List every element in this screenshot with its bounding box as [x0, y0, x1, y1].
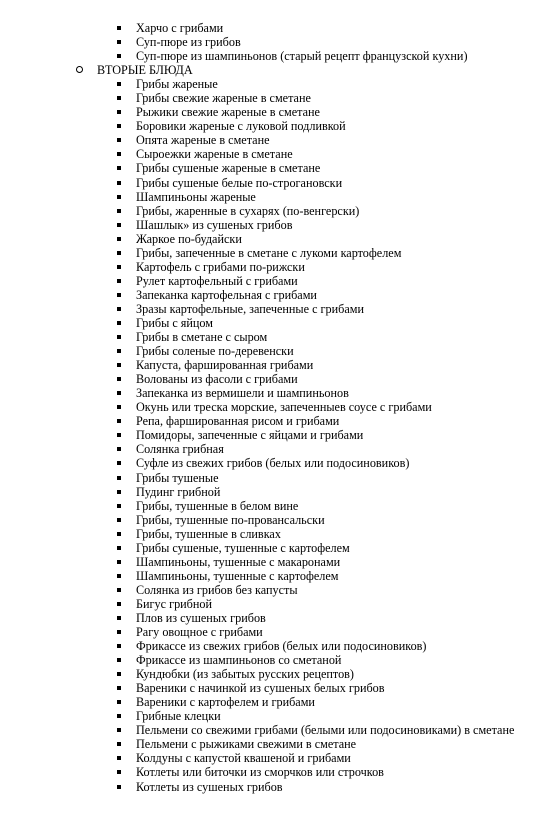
square-bullet-icon	[117, 138, 121, 142]
list-item	[0, 274, 555, 288]
list-item	[0, 246, 555, 260]
list-item-label: Картофель с грибами по-рижски	[136, 259, 305, 274]
list-item	[0, 597, 555, 611]
square-bullet-icon	[117, 223, 121, 227]
list-item	[0, 428, 555, 442]
list-item	[0, 499, 555, 513]
list-item	[0, 653, 555, 667]
list-item	[0, 583, 555, 597]
list-item-label: Грибы сушеные белые по-строгановски	[136, 175, 343, 190]
square-bullet-icon	[117, 756, 121, 760]
list-item-label: Солянка из грибов без капусты	[136, 582, 298, 597]
list-item-label: Вареники с картофелем и грибами	[136, 695, 315, 710]
list-item	[0, 288, 555, 302]
list-item-label: Помидоры, запеченные с яйцами и грибами	[136, 428, 364, 443]
square-bullet-icon	[117, 433, 121, 437]
square-bullet-icon	[117, 377, 121, 381]
list-item-label: Котлеты или биточки из сморчков или строчков	[136, 765, 384, 780]
list-item	[0, 119, 555, 133]
square-bullet-icon	[117, 40, 121, 44]
list-item	[0, 21, 555, 35]
list-item-label: Капуста, фаршированная грибами	[136, 358, 314, 373]
list-item-label: Грибные клецки	[136, 709, 221, 724]
list-item-label: Харчо с грибами	[136, 21, 224, 35]
square-bullet-icon	[117, 630, 121, 634]
list-item-label: Кундюбки (из забытых русских рецептов)	[136, 667, 354, 682]
list-item	[0, 176, 555, 190]
square-bullet-icon	[117, 363, 121, 367]
square-bullet-icon	[117, 714, 121, 718]
list-item-label: Грибы, тушенные в белом вине	[136, 498, 299, 513]
square-bullet-icon	[117, 532, 121, 536]
list-item-label: Грибы сушеные жареные в сметане	[136, 161, 321, 176]
list-item	[0, 232, 555, 246]
square-bullet-icon	[117, 785, 121, 789]
square-bullet-icon	[117, 560, 121, 564]
list-item-label: Запеканка из вермишели и шампиньонов	[136, 386, 349, 401]
square-bullet-icon	[117, 602, 121, 606]
list-item	[0, 105, 555, 119]
list-item	[0, 133, 555, 147]
list-item	[0, 569, 555, 583]
list-item-label: Рыжики свежие жареные в сметане	[136, 105, 320, 120]
list-item	[0, 751, 555, 765]
square-bullet-icon	[117, 461, 121, 465]
list-item	[0, 442, 555, 456]
square-bullet-icon	[117, 770, 121, 774]
list-item-label: Опята жареные в сметане	[136, 133, 270, 148]
list-item	[0, 485, 555, 499]
list-item	[0, 555, 555, 569]
section-heading	[0, 63, 555, 77]
list-item-label: Боровики жареные с луковой подливкой	[136, 119, 346, 134]
list-item-label: Окунь или треска морские, запеченныев соусе с грибами	[136, 400, 432, 415]
square-bullet-icon	[117, 54, 121, 58]
list-item	[0, 260, 555, 274]
list-item	[0, 161, 555, 175]
list-item	[0, 358, 555, 372]
list-item-label: Грибы, тушенные в сливках	[136, 526, 281, 541]
list-item	[0, 302, 555, 316]
list-item	[0, 35, 555, 49]
list-item	[0, 611, 555, 625]
list-item	[0, 765, 555, 779]
list-item-label: Рулет картофельный с грибами	[136, 273, 298, 288]
list-item	[0, 386, 555, 400]
list-item-label: Рагу овощное с грибами	[136, 625, 263, 640]
list-item	[0, 414, 555, 428]
square-bullet-icon	[117, 728, 121, 732]
list-item	[0, 723, 555, 737]
square-bullet-icon	[117, 293, 121, 297]
list-item-label: Суп-пюре из шампиньонов (старый рецепт французской кухни)	[136, 49, 468, 64]
list-item-label: Грибы, запеченные в сметане с лукоми картофелем	[136, 245, 402, 260]
square-bullet-icon	[117, 265, 121, 269]
square-bullet-icon	[117, 195, 121, 199]
list-item	[0, 218, 555, 232]
list-item-label: Пудинг грибной	[136, 484, 221, 499]
square-bullet-icon	[117, 335, 121, 339]
square-bullet-icon	[117, 658, 121, 662]
list-item-label: Суп-пюре из грибов	[136, 35, 241, 50]
list-item	[0, 400, 555, 414]
square-bullet-icon	[117, 391, 121, 395]
list-item-label: Грибы соленые по-деревенски	[136, 344, 294, 359]
list-item	[0, 204, 555, 218]
list-item	[0, 77, 555, 91]
square-bullet-icon	[117, 588, 121, 592]
square-bullet-icon	[117, 152, 121, 156]
list-item	[0, 344, 555, 358]
list-item	[0, 91, 555, 105]
list-item-label: Репа, фаршированная рисом и грибами	[136, 414, 340, 429]
square-bullet-icon	[117, 672, 121, 676]
list-item	[0, 639, 555, 653]
square-bullet-icon	[117, 686, 121, 690]
list-item-label: Грибы в сметане с сыром	[136, 330, 268, 345]
square-bullet-icon	[117, 321, 121, 325]
square-bullet-icon	[117, 546, 121, 550]
list-item-label: Грибы тушеные	[136, 470, 219, 485]
square-bullet-icon	[117, 349, 121, 353]
list-item-label: Суфле из свежих грибов (белых или подосиновиков)	[136, 456, 410, 471]
list-item-label: Грибы жареные	[136, 77, 218, 92]
list-item	[0, 681, 555, 695]
list-item-label: Солянка грибная	[136, 442, 224, 457]
square-bullet-icon	[117, 700, 121, 704]
list-item-label: Котлеты из сушеных грибов	[136, 779, 283, 794]
list-item	[0, 456, 555, 470]
list-item	[0, 541, 555, 555]
list-item	[0, 330, 555, 344]
square-bullet-icon	[117, 518, 121, 522]
square-bullet-icon	[117, 476, 121, 480]
section-title: ВТОРЫЕ БЛЮДА	[97, 63, 193, 78]
list-item-label: Грибы сушеные, тушенные с картофелем	[136, 540, 350, 555]
list-item-label: Жаркое по-будайски	[136, 231, 242, 246]
square-bullet-icon	[117, 419, 121, 423]
list-item	[0, 737, 555, 751]
list-item-label: Вареники с начинкой из сушеных белых грибов	[136, 681, 385, 696]
square-bullet-icon	[117, 251, 121, 255]
list-item	[0, 190, 555, 204]
list-item-label: Фрикассе из шампиньонов со сметаной	[136, 653, 342, 668]
square-bullet-icon	[117, 209, 121, 213]
list-item	[0, 527, 555, 541]
list-item-label: Зразы картофельные, запеченные с грибами	[136, 301, 364, 316]
list-item-label: Плов из сушеных грибов	[136, 610, 266, 625]
list-item-label: Пельмени с рыжиками свежими в сметане	[136, 737, 357, 752]
list-item	[0, 780, 555, 794]
list-item-label: Колдуны с капустой квашеной и грибами	[136, 751, 351, 766]
square-bullet-icon	[117, 96, 121, 100]
square-bullet-icon	[117, 181, 121, 185]
list-item	[0, 667, 555, 681]
square-bullet-icon	[117, 237, 121, 241]
square-bullet-icon	[117, 26, 121, 30]
circle-bullet-icon	[76, 66, 83, 73]
list-item	[0, 625, 555, 639]
list-item-label: Грибы свежие жареные в сметане	[136, 91, 311, 106]
list-item-label: Фрикассе из свежих грибов (белых или подосиновиков)	[136, 639, 427, 654]
list-item-label: Бигус грибной	[136, 596, 213, 611]
square-bullet-icon	[117, 307, 121, 311]
square-bullet-icon	[117, 644, 121, 648]
square-bullet-icon	[117, 110, 121, 114]
list-item-label: Сыроежки жареные в сметане	[136, 147, 293, 162]
square-bullet-icon	[117, 490, 121, 494]
square-bullet-icon	[117, 124, 121, 128]
square-bullet-icon	[117, 574, 121, 578]
list-item-label: Шашлык» из сушеных грибов	[136, 217, 293, 232]
list-item	[0, 513, 555, 527]
list-item	[0, 49, 555, 63]
square-bullet-icon	[117, 742, 121, 746]
square-bullet-icon	[117, 504, 121, 508]
square-bullet-icon	[117, 166, 121, 170]
list-item-label: Волованы из фасоли с грибами	[136, 372, 298, 387]
list-item	[0, 471, 555, 485]
square-bullet-icon	[117, 616, 121, 620]
square-bullet-icon	[117, 405, 121, 409]
list-item-label: Шампиньоны, тушенные с макаронами	[136, 554, 341, 569]
square-bullet-icon	[117, 447, 121, 451]
list-item	[0, 709, 555, 723]
list-item-label: Грибы, тушенные по-провансальски	[136, 512, 325, 527]
list-item	[0, 372, 555, 386]
list-item-label: Шампиньоны жареные	[136, 189, 256, 204]
list-item-label: Пельмени со свежими грибами (белыми или подосиновиками) в сметане	[136, 723, 515, 738]
square-bullet-icon	[117, 82, 121, 86]
list-item-label: Запеканка картофельная с грибами	[136, 287, 317, 302]
list-item	[0, 695, 555, 709]
list-item-label: Шампиньоны, тушенные с картофелем	[136, 568, 339, 583]
list-item	[0, 147, 555, 161]
list-item-label: Грибы, жаренные в сухарях (по-венгерски)	[136, 203, 360, 218]
square-bullet-icon	[117, 279, 121, 283]
list-item-label: Грибы с яйцом	[136, 315, 214, 330]
list-item	[0, 316, 555, 330]
